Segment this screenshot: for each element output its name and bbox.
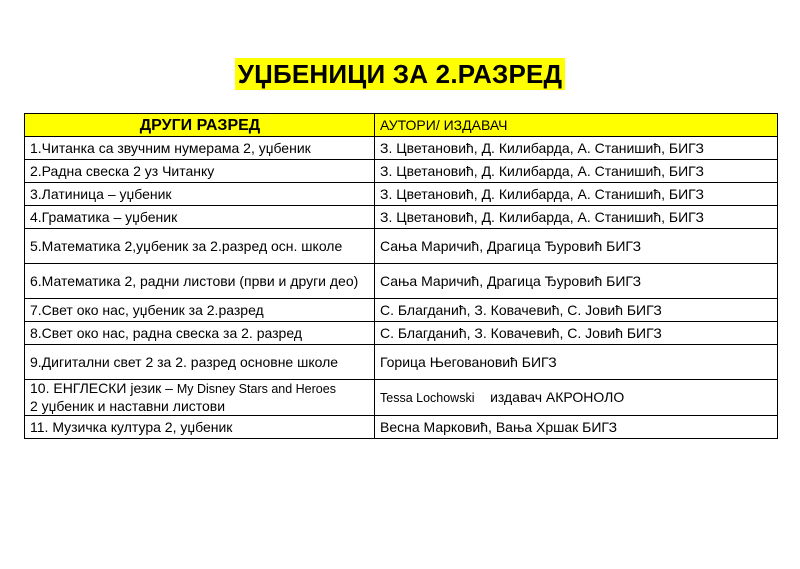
subject-cell: 11. Музичка култура 2, уџбеник <box>25 416 375 439</box>
table-row <box>25 322 778 345</box>
subject-cell: 6.Математика 2, радни листови (први и други део) <box>25 264 375 299</box>
textbooks-table <box>24 113 778 439</box>
authors-cell: Весна Марковић, Вања Хршак БИГЗ <box>375 416 778 439</box>
table-row <box>25 380 778 416</box>
subject-cell <box>25 380 375 416</box>
table-row <box>25 206 778 229</box>
publisher-text: издавач АКРОНОЛО <box>490 388 625 405</box>
subject-cell: 5.Математика 2,уџбеник за 2.разред осн. школе <box>25 229 375 264</box>
subject-cell: 2.Радна свеска 2 уз Читанку <box>25 160 375 183</box>
authors-cell: З. Цветановић, Д. Килибарда, А. Станишић, БИГЗ <box>375 183 778 206</box>
table-row <box>25 416 778 439</box>
authors-cell: З. Цветановић, Д. Килибарда, А. Станишић, БИГЗ <box>375 160 778 183</box>
table-row <box>25 299 778 322</box>
subject-part: My Disney Stars and Heroes <box>176 382 336 396</box>
subject-cell: 4.Граматика – уџбеник <box>25 206 375 229</box>
authors-cell: Сања Маричић, Драгица Ђуровић БИГЗ <box>375 264 778 299</box>
subject-part: 10. ЕНГЛЕСКИ језик – <box>30 380 173 396</box>
authors-cell <box>375 380 778 416</box>
header-subject: ДРУГИ РАЗРЕД <box>25 114 375 137</box>
table-row <box>25 345 778 380</box>
header-authors: АУТОРИ/ ИЗДАВАЧ <box>375 114 778 137</box>
page-title: УЏБЕНИЦИ ЗА 2.РАЗРЕД <box>235 58 566 90</box>
subject-cell: 7.Свет око нас, уџбеник за 2.разред <box>25 299 375 322</box>
subject-cell: 8.Свет око нас, радна свеска за 2. разред <box>25 322 375 345</box>
authors-cell: С. Благданић, З. Ковачевић, С. Јовић БИГЗ <box>375 299 778 322</box>
authors-cell: Сања Маричић, Драгица Ђуровић БИГЗ <box>375 229 778 264</box>
subject-cell: 1.Читанка са звучним нумерама 2, уџбеник <box>25 137 375 160</box>
authors-cell: Горица Његовановић БИГЗ <box>375 345 778 380</box>
table-row <box>25 160 778 183</box>
authors-cell: С. Благданић, З. Ковачевић, С. Јовић БИГЗ <box>375 322 778 345</box>
subject-cell: 9.Дигитални свет 2 за 2. разред основне школе <box>25 345 375 380</box>
author-name: Tessa Lochowski <box>380 390 475 405</box>
subject-cell: 3.Латиница – уџбеник <box>25 183 375 206</box>
table-row <box>25 137 778 160</box>
authors-cell: З. Цветановић, Д. Килибарда, А. Станишић, БИГЗ <box>375 137 778 160</box>
authors-cell: З. Цветановић, Д. Килибарда, А. Станишић, БИГЗ <box>375 206 778 229</box>
table-row <box>25 229 778 264</box>
table-row <box>25 183 778 206</box>
table-row <box>25 264 778 299</box>
subject-part: 2 уџбеник и наставни листови <box>30 398 226 414</box>
table-header-row <box>25 114 778 137</box>
